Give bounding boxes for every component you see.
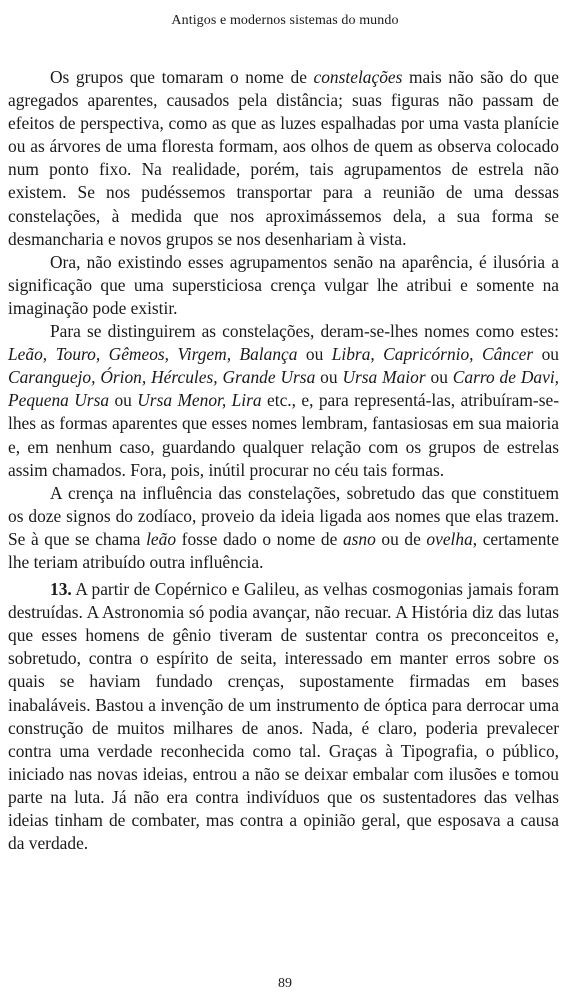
- text-run: ou: [533, 344, 560, 365]
- body-text: [8, 66, 559, 855]
- text-run: A crença na influência das constelações, sobretudo das que constituem os doze signos do zodíaco, proveio da ideia ligada aos nomes que elas trazem. Se à que se chama: [8, 482, 559, 549]
- section-number: 13.: [50, 579, 72, 600]
- italic-term: Caranguejo, Órion, Hércules, Grande Ursa: [8, 367, 316, 388]
- text-run: ou: [315, 367, 343, 388]
- italic-term: asno: [342, 528, 376, 549]
- italic-term: Leão, Touro, Gêmeos, Virgem, Balança: [8, 344, 298, 365]
- paragraph-section-13: [8, 578, 559, 855]
- text-run: ou: [297, 344, 332, 365]
- text-run: ou: [109, 390, 138, 411]
- italic-term: constelações: [313, 67, 403, 87]
- italic-term: Ursa Menor, Lira: [137, 390, 262, 411]
- italic-term: ovelha: [426, 528, 473, 549]
- paragraph: [8, 251, 559, 320]
- text-run: mais não são do que agregados aparentes, causados pela distância; suas figuras não passam de efeitos de perspectiva, como as que as luzes espalhadas por uma vasta planície ou as árvores de uma floresta formam, aos olhos de quem as observa colocado num ponto fixo. Na realidade, porém, tais agrupamentos de estrela não existem. Se nos pudéssemos transportar para a reunião de uma dessas constelações, à medida que nos aproximássemos dela, a sua forma se desmancharia e novos grupos se nos desenhariam à vista.: [8, 67, 559, 249]
- page-number: 89: [278, 976, 292, 991]
- italic-term: leão: [146, 528, 177, 549]
- italic-term: Ursa Maior: [342, 367, 426, 388]
- text-run: ou: [425, 367, 453, 388]
- paragraph: [8, 482, 559, 574]
- text-run: Para se distinguirem as constelações, deram-se-lhes nomes como estes:: [50, 321, 559, 342]
- paragraph: [8, 66, 559, 251]
- text-run: etc., e, para representá-las, atribuíram-se-lhes as formas aparentes que esses nomes lembram, fantasiosas em sua maioria e, em nenhum caso, guardando qualquer relação com os grupos de estrelas assim chamados. Fora, pois, inútil procurar no céu tais formas.: [8, 390, 559, 480]
- running-header: Antigos e modernos sistemas do mundo: [171, 13, 399, 28]
- text-run: fosse dado o nome de: [176, 528, 343, 549]
- text-run: , certamente lhe teriam atribuído outra influência.: [8, 528, 559, 572]
- paragraph: [8, 320, 559, 482]
- text-run: Ora, não existindo esses agrupamentos senão na aparência, é ilusória a significação que uma supersticiosa crença vulgar lhe atribui e somente na imaginação pode existir.: [8, 251, 559, 318]
- italic-term: Carro de Davi, Pequena Ursa: [8, 367, 559, 411]
- text-run: ou de: [375, 528, 427, 549]
- text-run: A partir de Copérnico e Galileu, as velhas cosmogonias jamais foram destruídas. A Astronomia só podia avançar, não recuar. A História diz das lutas que esses homens de gênio tiveram de sustentar contra os preconceitos e, sobretudo, contra o espírito de seita, interessado em manter erros sobre os quais se haviam fundado crenças, supostamente firmadas em bases inabaláveis. Bastou a invenção de um instrumento de óptica para derrocar uma construção de muitos milhares de anos. Nada, é claro, poderia prevalecer contra uma verdade reconhecida como tal. Graças à Tipografia, o público, iniciado nas novas ideias, entrou a não se deixar embalar com ilusões e tomou parte na luta. Já não era contra indivíduos que os sustentadores das velhas ideias tinham de combater, mas contra a opinião geral, que esposava a causa da verdade.: [8, 579, 559, 854]
- text-run: Os grupos que tomaram o nome de: [50, 67, 314, 87]
- italic-term: Libra, Capricórnio, Câncer: [331, 344, 534, 365]
